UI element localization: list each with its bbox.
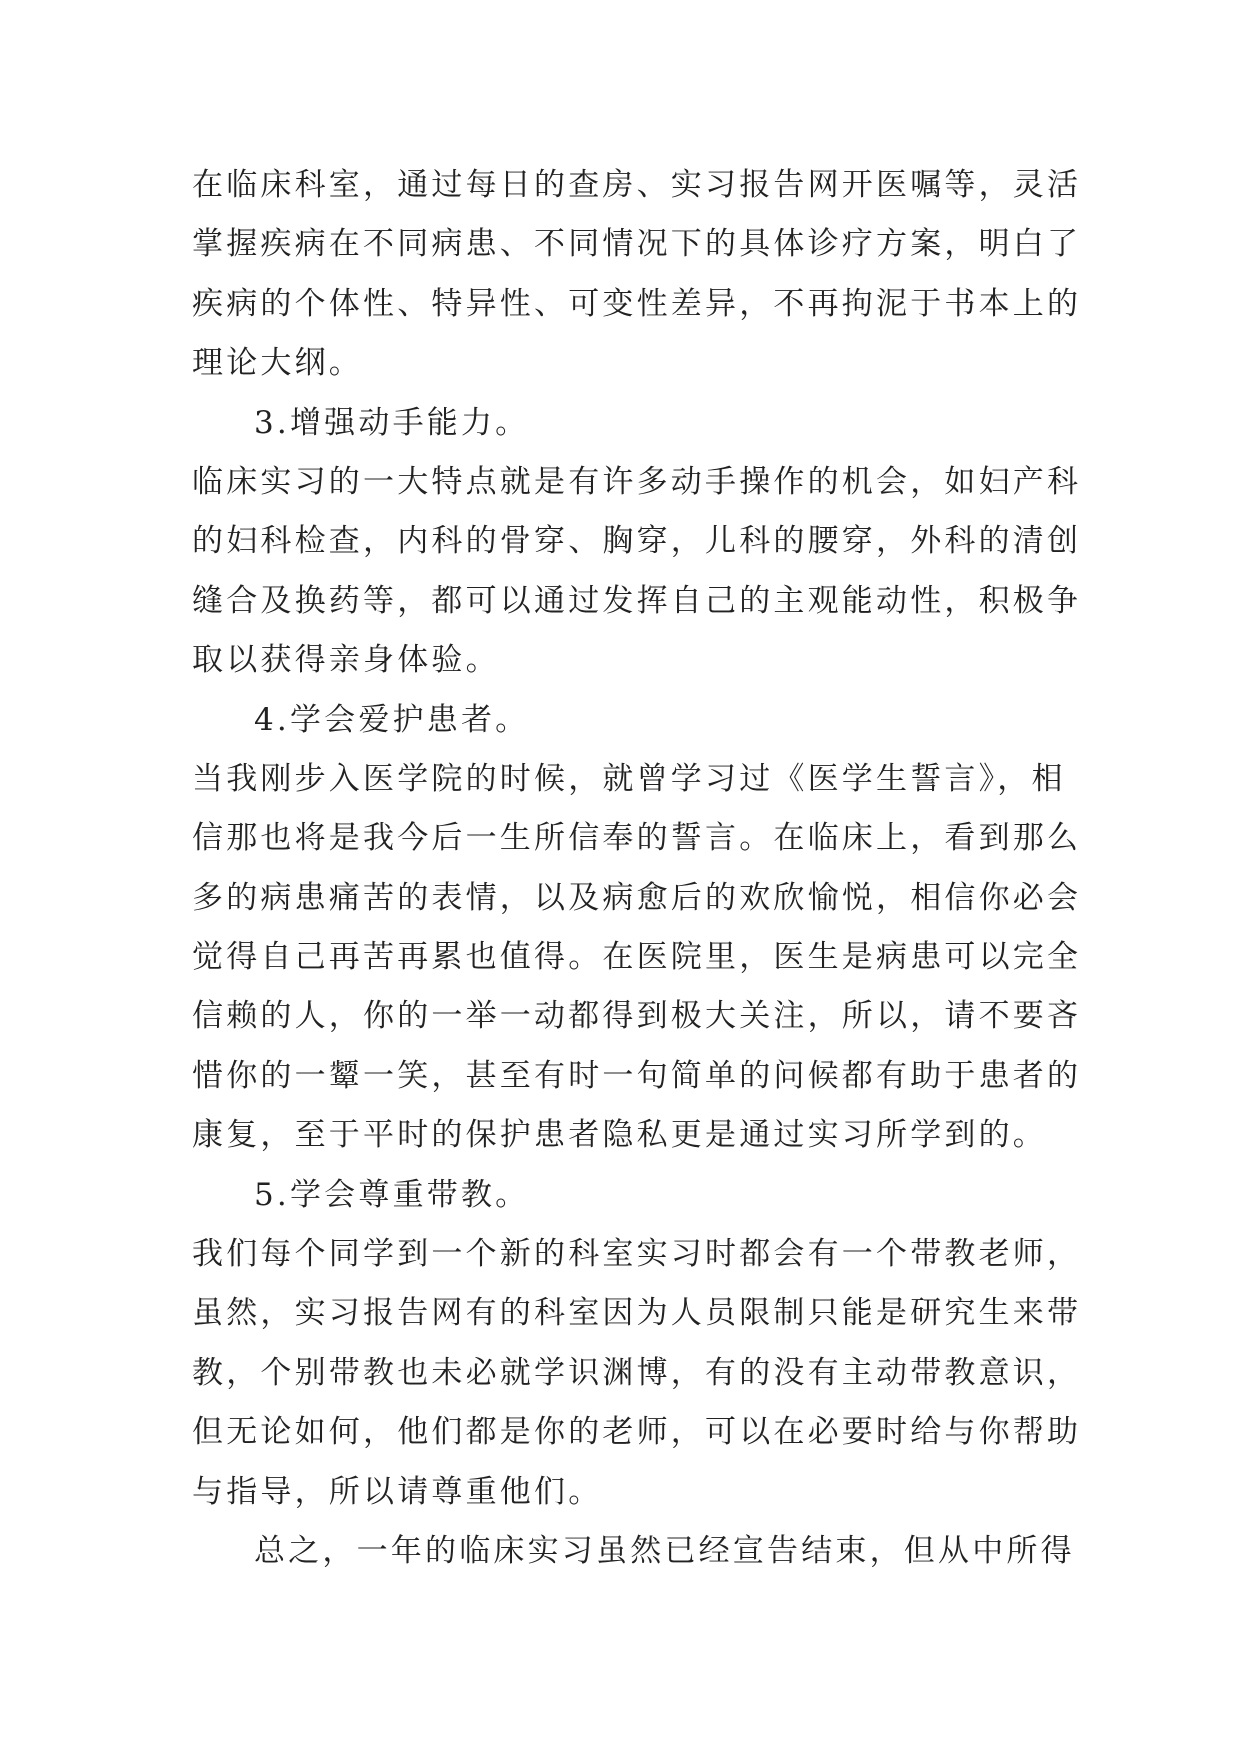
paragraph-line: 理论大纲。 <box>192 345 363 382</box>
paragraph-line: 觉得自己再苦再累也值得。在医院里，医生是病患可以完全 <box>192 939 1082 976</box>
paragraph-line: 与指导，所以请尊重他们。 <box>192 1473 603 1510</box>
paragraph-line: 总之，一年的临床实习虽然已经宣告结束，但从中所得 <box>254 1532 1075 1569</box>
section-heading: 4.学会爱护患者。 <box>254 701 530 738</box>
paragraph-line: 康复，至于平时的保护患者隐私更是通过实习所学到的。 <box>192 1117 1047 1154</box>
paragraph-line: 疾病的个体性、特异性、可变性差异，不再拘泥于书本上的 <box>192 285 1082 322</box>
paragraph-line: 当我刚步入医学院的时候，就曾学习过《医学生誓言》，相 <box>192 760 1066 797</box>
paragraph-line: 多的病患痛苦的表情，以及病愈后的欢欣愉悦，相信你必会 <box>192 879 1082 916</box>
section-heading: 5.学会尊重带教。 <box>254 1176 530 1213</box>
paragraph-line: 教，个别带教也未必就学识渊博，有的没有主动带教意识， <box>192 1354 1082 1391</box>
paragraph-line: 缝合及换药等，都可以通过发挥自己的主观能动性，积极争 <box>192 582 1082 619</box>
paragraph-line: 信赖的人，你的一举一动都得到极大关注，所以，请不要吝 <box>192 998 1082 1035</box>
paragraph-line: 虽然，实习报告网有的科室因为人员限制只能是研究生来带 <box>192 1295 1082 1332</box>
paragraph-line: 我们每个同学到一个新的科室实习时都会有一个带教老师， <box>192 1236 1082 1273</box>
section-heading: 3.增强动手能力。 <box>254 404 530 441</box>
paragraph-line: 临床实习的一大特点就是有许多动手操作的机会，如妇产科 <box>192 463 1082 500</box>
paragraph-line: 取以获得亲身体验。 <box>192 642 500 679</box>
paragraph-line: 惜你的一颦一笑，甚至有时一句简单的问候都有助于患者的 <box>192 1057 1082 1094</box>
paragraph-line: 的妇科检查，内科的骨穿、胸穿，儿科的腰穿，外科的清创 <box>192 523 1082 560</box>
paragraph-line: 但无论如何，他们都是你的老师，可以在必要时给与你帮助 <box>192 1414 1082 1451</box>
paragraph-line: 在临床科室，通过每日的查房、实习报告网开医嘱等，灵活 <box>192 167 1082 203</box>
document-body-text <box>192 156 1082 1581</box>
paragraph-line: 信那也将是我今后一生所信奉的誓言。在临床上，看到那么 <box>192 820 1082 857</box>
paragraph-line: 掌握疾病在不同病患、不同情况下的具体诊疗方案，明白了 <box>192 226 1082 263</box>
